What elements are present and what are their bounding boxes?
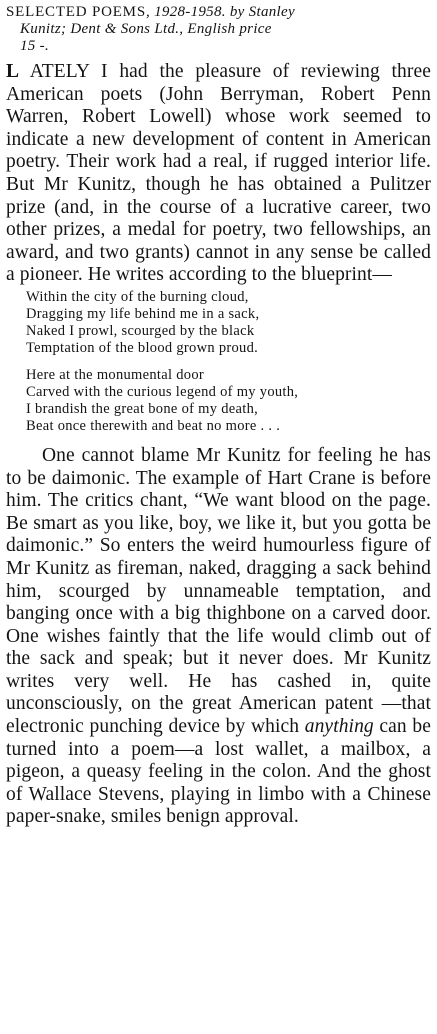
review-heading (6, 4, 431, 55)
book-details-block (6, 21, 431, 55)
verse-quotation (26, 289, 431, 435)
verse-stanza-1 (26, 289, 431, 357)
verse-line: Carved with the curious legend of my youth, (26, 383, 299, 400)
paragraph-critique-text-b: can be turned into a poem—a lost wallet, a mailbox, a pigeon, a queasy feeling in the colon. And the ghost of Wallace Stevens, playing in limbo with a Chinese paper-snake, smiles benign approval. (6, 716, 432, 828)
paragraph-opening (6, 61, 431, 287)
paragraph-critique-text-a: One cannot blame Mr Kunitz for feeling he has to be daimonic. The example of Hart Crane is before him. The critics chant, “We want blood on the page. Be smart as you like, boy, we like it, but you gotta be daimonic.” So enters the weird humourless figure of Mr Kunitz as fireman, naked, dragging a sack behind him, scourged by unnameable temptation, and banging once with a big thighbone on a carved door. One wishes faintly that the life would climb out of the sack and speak; but it never does. Mr Kunitz writes very well. He has cashed in, quite unconsciously, on the great American patent —that electronic punching device by which (6, 444, 431, 738)
book-title: SELECTED POEMS (6, 4, 146, 20)
drop-cap: L (6, 61, 20, 82)
book-details-line2: Kunitz; Dent & Sons Ltd., English price (20, 21, 272, 37)
verse-line: Dragging my life behind me in a sack, (26, 305, 260, 322)
emphasized-word: anything (304, 716, 374, 738)
book-price: 15 -. (20, 38, 49, 54)
verse-stanza-2 (26, 367, 431, 435)
verse-line: Naked I prowl, scourged by the black (26, 322, 255, 339)
verse-line: I brandish the great bone of my death, (26, 400, 259, 417)
verse-line: Within the city of the burning cloud, (26, 288, 249, 305)
verse-line: Temptation of the blood grown proud. (26, 339, 259, 356)
verse-line: Here at the monumental door (26, 366, 205, 383)
paragraph-critique (6, 445, 431, 829)
book-details-line1: , 1928-1958. by Stanley (145, 4, 295, 20)
paragraph-opening-text: ATELY I had the pleasure of reviewing three American poets (John Berryman, Robert Penn Warren, Robert Lowell) whose work seemed to indicate a new development of content in American poetry. Their work had a real, if rugged interior life. But Mr Kunitz, though he has obtained a Pulitzer prize (and, in the course of a lucrative career, two other prizes, a medal for poetry, two fellowships, an award, and two grants) cannot in any sense be called a pioneer. He writes according to the blueprint— (6, 61, 431, 286)
verse-line: Beat once therewith and beat no more . . . (26, 417, 281, 434)
